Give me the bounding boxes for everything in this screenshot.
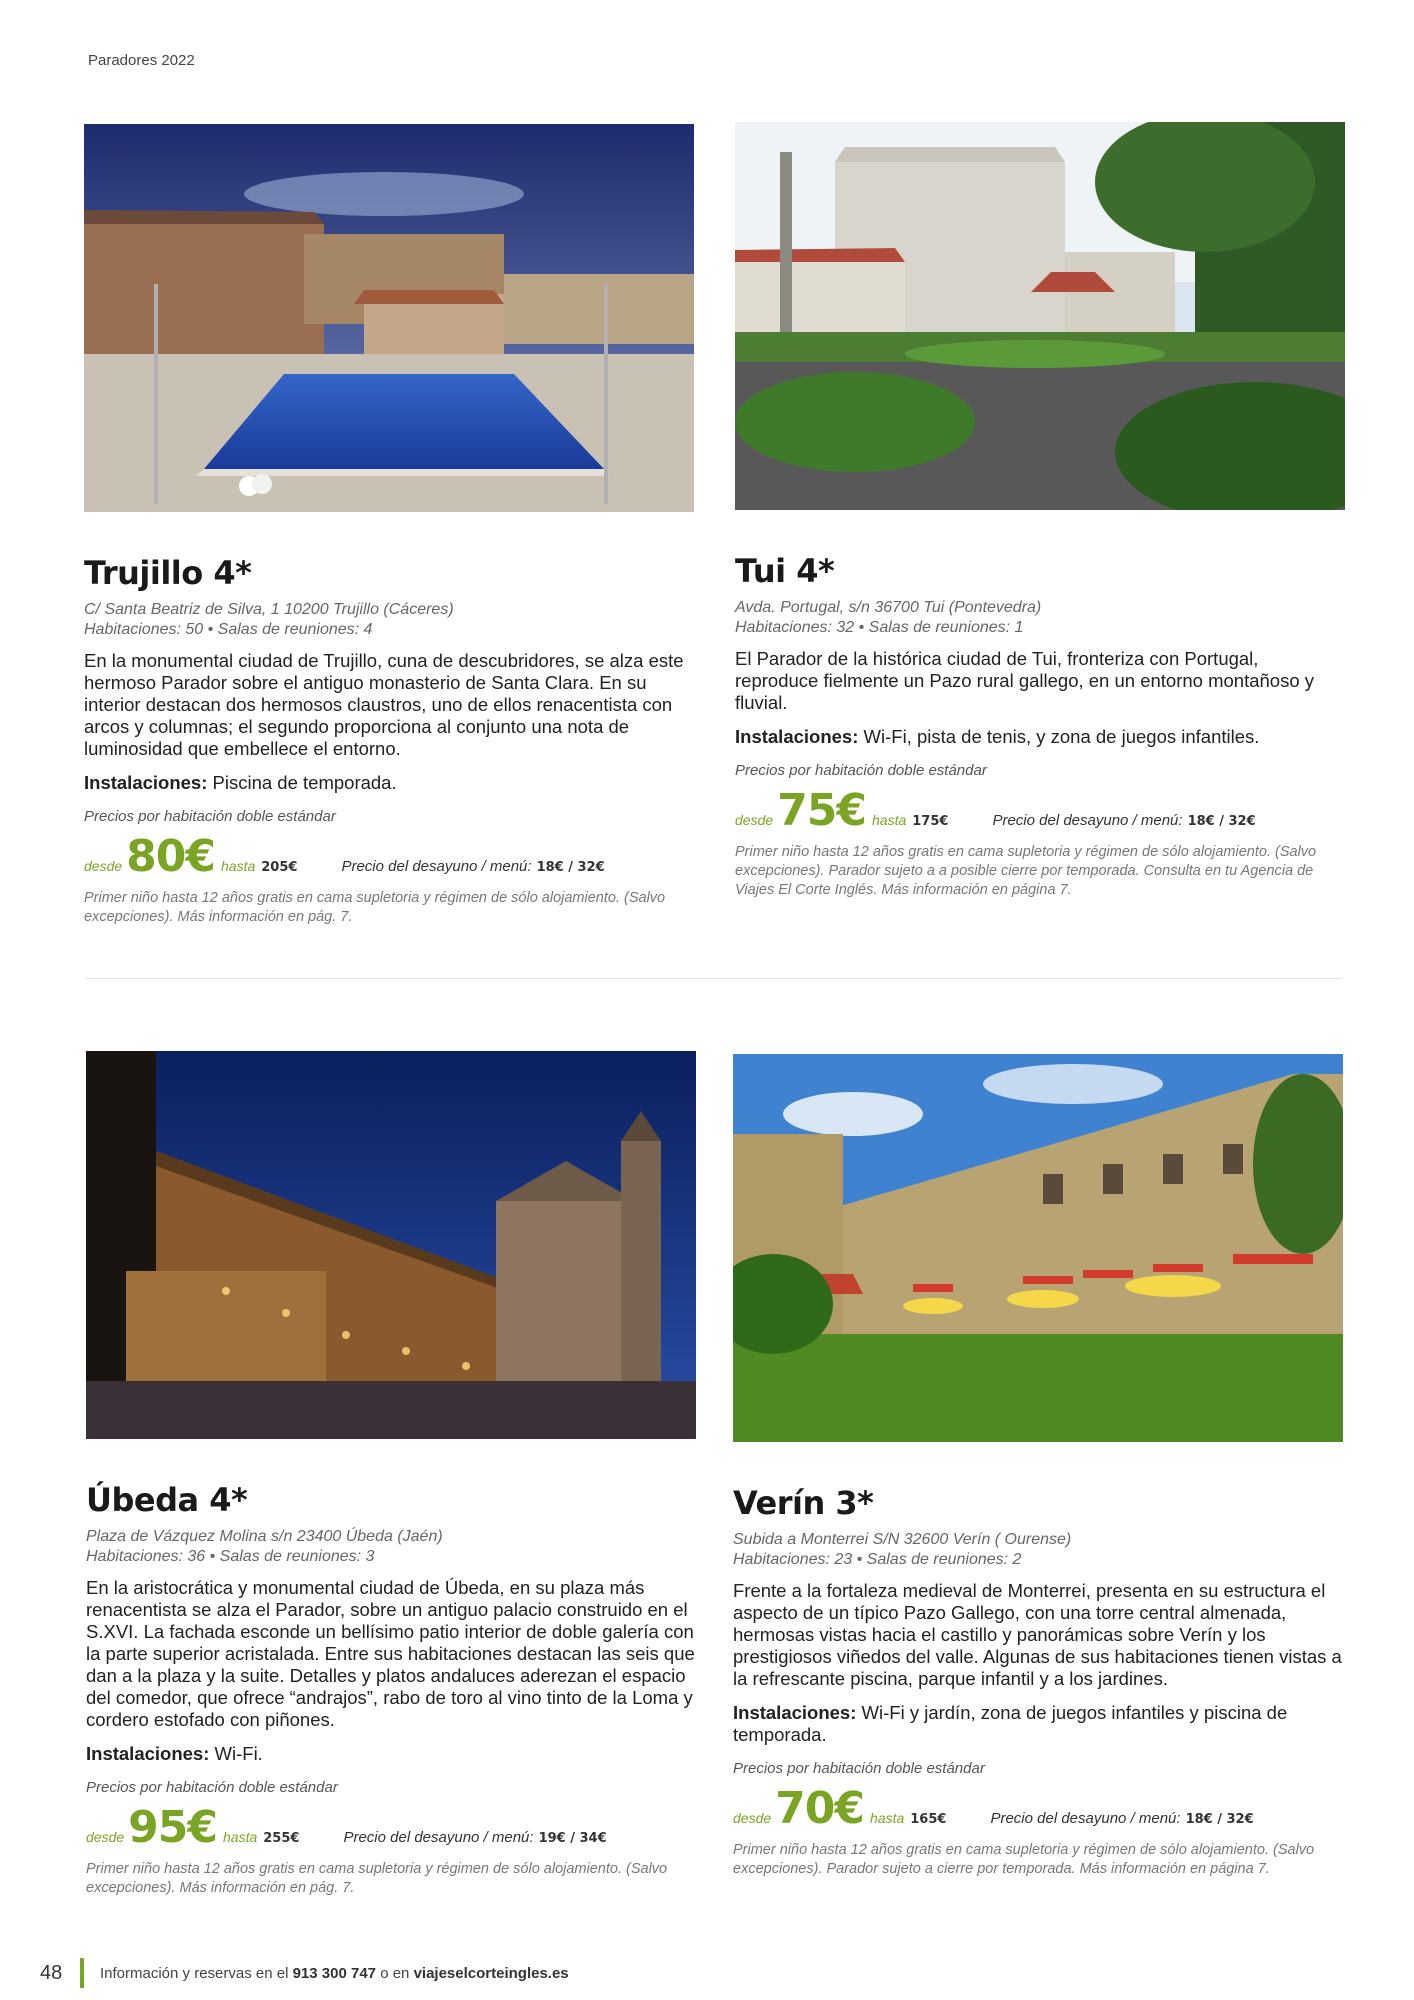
card-description: Frente a la fortaleza medieval de Monterrei, presenta en su estructura el aspecto de un típico Pazo Gallego, con una torre central almenada, hermosas vistas hacia el castillo y panorámicas sobre Verín y los prestigiosos viñedos del valle. Algunas de sus habitaciones tienen vistas a la refrescante piscina, parque infantil y a los jardines.: [733, 1580, 1342, 1689]
price-note: Precios por habitación doble estándar: [733, 1760, 985, 1777]
page-number: 48: [40, 1961, 63, 1984]
footer-contact: [100, 1965, 569, 1982]
card-facilities: [735, 726, 1345, 748]
from-label: desde: [86, 1829, 125, 1845]
price-from: 95€: [128, 1802, 218, 1853]
card-rooms: Habitaciones: 50 • Salas de reuniones: 4: [84, 621, 373, 638]
footer-accent-bar: [80, 1958, 84, 1988]
price-note: Precios por habitación doble estándar: [735, 762, 987, 779]
card-title: Úbeda 4*: [86, 1481, 248, 1519]
facilities-label: Instalaciones:: [86, 1743, 210, 1764]
breakfast-price: 18€ / 32€: [536, 860, 605, 875]
facilities-text: Wi-Fi.: [214, 1743, 263, 1764]
price-row: [86, 1802, 696, 1854]
footer-website-link[interactable]: viajeselcorteingles.es: [413, 1964, 569, 1982]
facilities-text: Wi-Fi y jardín, zona de juegos infantiles y piscina de temporada.: [733, 1702, 1288, 1745]
breakfast-price: 19€ / 34€: [538, 1831, 607, 1846]
card-address: Avda. Portugal, s/n 36700 Tui (Pontevedra): [735, 599, 1042, 616]
card-description: En la aristocrática y monumental ciudad de Úbeda, en su plaza más renacentista se alza el Parador, sobre un antiguo palacio construido en el S.XVI. La fachada esconde un bellísimo patio interior de doble galería con la parte superior acristalada. Entre sus habitaciones destacan las seis que dan a la plaza y la suite. Detalles y platos andaluces aderezan el espacio del comedor, que ofrece “andrajos”, rabo de toro al vino tinto de la Loma y cordero estofado con piñones.: [86, 1577, 695, 1730]
photo-verin: [733, 1054, 1343, 1442]
card-facilities: [733, 1702, 1343, 1746]
card-title: Trujillo 4*: [84, 554, 252, 592]
parador-card-verin: [733, 1054, 1343, 1879]
card-footnote: Primer niño hasta 12 años gratis en cama supletoria y régimen de sólo alojamiento. (Salvo excepciones). Más información en pág. 7.: [84, 890, 666, 925]
facilities-text: Wi-Fi, pista de tenis, y zona de juegos infantiles.: [863, 726, 1260, 747]
header-title: Paradores 2022: [88, 52, 195, 69]
parador-card-ubeda: [86, 1051, 696, 1898]
card-description: En la monumental ciudad de Trujillo, cuna de descubridores, se alza este hermoso Parador sobre el antiguo monasterio de Santa Clara. En su interior destacan dos hermosos claustros, uno de ellos renacentista con arcos y columnas; el segundo proporciona al conjunto una nota de luminosidad que embellece el entorno.: [84, 650, 684, 759]
price-note: Precios por habitación doble estándar: [86, 1779, 338, 1796]
to-label: hasta: [221, 858, 256, 874]
price-from: 70€: [775, 1783, 865, 1834]
photo-ubeda: [86, 1051, 696, 1439]
card-facilities: [84, 772, 694, 794]
facilities-label: Instalaciones:: [735, 726, 859, 747]
to-label: hasta: [223, 1829, 258, 1845]
photo-tui: [735, 122, 1345, 510]
card-rooms: Habitaciones: 32 • Salas de reuniones: 1: [735, 619, 1024, 636]
from-label: desde: [84, 858, 123, 874]
breakfast-price: 18€ / 32€: [1187, 814, 1256, 829]
card-address: Plaza de Vázquez Molina s/n 23400 Úbeda (Jaén): [86, 1528, 443, 1545]
card-facilities: [86, 1743, 696, 1765]
price-to: 165€: [910, 1812, 947, 1827]
parador-card-tui: [735, 122, 1345, 900]
photo-trujillo: [84, 124, 694, 512]
breakfast-label: Precio del desayuno / menú:: [343, 1829, 534, 1846]
breakfast-price: 18€ / 32€: [1185, 1812, 1254, 1827]
card-footnote: Primer niño hasta 12 años gratis en cama supletoria y régimen de sólo alojamiento. (Salvo excepciones). Más información en pág. 7.: [86, 1861, 668, 1896]
card-title: Tui 4*: [735, 552, 835, 590]
to-label: hasta: [870, 1810, 905, 1826]
card-title: Verín 3*: [733, 1484, 874, 1522]
card-rooms: Habitaciones: 36 • Salas de reuniones: 3: [86, 1548, 375, 1565]
section-divider: [86, 978, 1342, 979]
page-footer: [40, 1958, 569, 1988]
card-footnote: Primer niño hasta 12 años gratis en cama supletoria y régimen de sólo alojamiento. (Salvo excepciones). Parador sujeto a a posible cierre por temporada. Consulta en tu Agencia de Viajes El Corte Inglés. Más información en página 7.: [735, 844, 1317, 898]
price-row: [733, 1783, 1343, 1835]
footer-text-middle: o en: [380, 1964, 410, 1982]
price-from: 80€: [126, 831, 216, 882]
card-address: Subida a Monterrei S/N 32600 Verín ( Ourense): [733, 1531, 1072, 1548]
card-rooms: Habitaciones: 23 • Salas de reuniones: 2: [733, 1551, 1022, 1568]
facilities-label: Instalaciones:: [733, 1702, 857, 1723]
price-row: [735, 785, 1345, 837]
footer-text-before: Información y reservas en el: [100, 1964, 289, 1982]
card-footnote: Primer niño hasta 12 años gratis en cama supletoria y régimen de sólo alojamiento. (Salvo excepciones). Parador sujeto a cierre por temporada. Más información en página 7.: [733, 1842, 1315, 1877]
breakfast-label: Precio del desayuno / menú:: [990, 1810, 1181, 1827]
facilities-label: Instalaciones:: [84, 772, 208, 793]
card-address: C/ Santa Beatriz de Silva, 1 10200 Trujillo (Cáceres): [84, 601, 454, 618]
card-description: El Parador de la histórica ciudad de Tui, fronteriza con Portugal, reproduce fielmente un Pazo rural gallego, en un entorno montañoso y fluvial.: [735, 648, 1315, 713]
from-label: desde: [733, 1810, 772, 1826]
from-label: desde: [735, 812, 774, 828]
price-row: [84, 831, 694, 883]
price-from: 75€: [777, 785, 867, 836]
footer-phone[interactable]: 913 300 747: [292, 1964, 377, 1982]
breakfast-label: Precio del desayuno / menú:: [992, 812, 1183, 829]
breakfast-label: Precio del desayuno / menú:: [341, 858, 532, 875]
parador-card-trujillo: [84, 124, 694, 927]
price-note: Precios por habitación doble estándar: [84, 808, 336, 825]
facilities-text: Piscina de temporada.: [212, 772, 397, 793]
to-label: hasta: [872, 812, 907, 828]
price-to: 255€: [263, 1831, 300, 1846]
price-to: 205€: [261, 860, 298, 875]
price-to: 175€: [912, 814, 949, 829]
